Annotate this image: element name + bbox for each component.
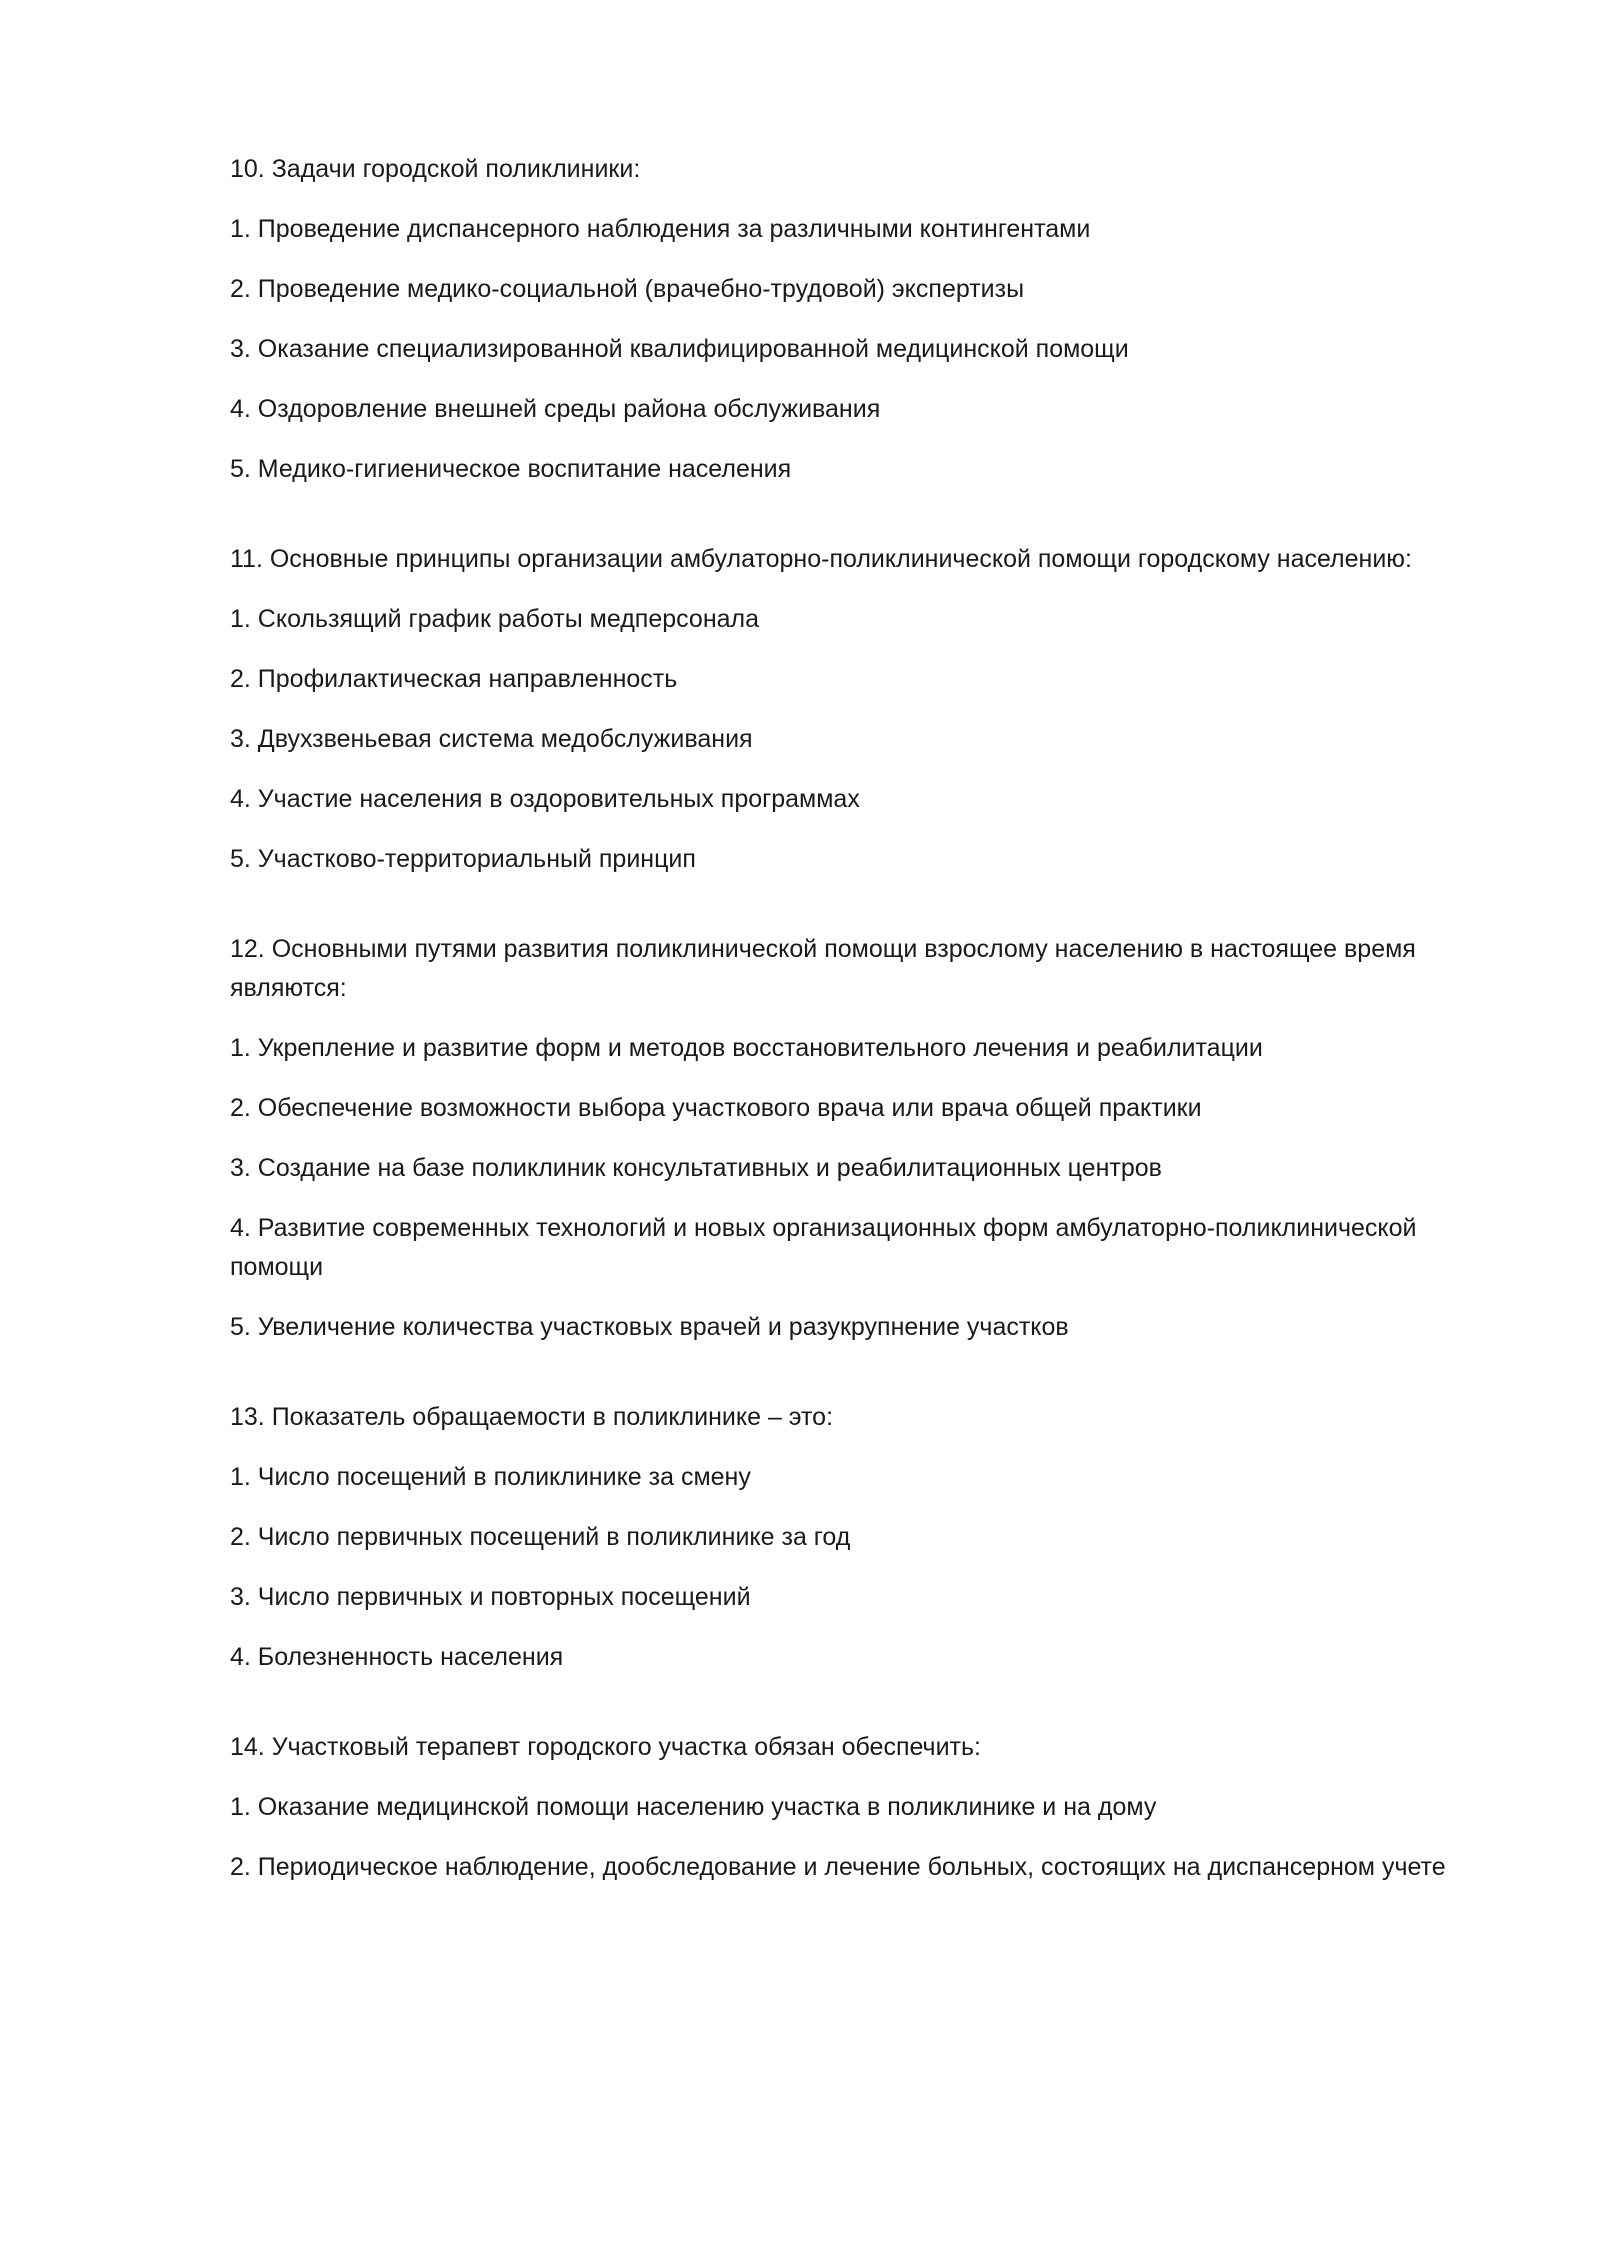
answer-option: 1. Проведение диспансерного наблюдения за различными контингентами: [230, 215, 1091, 243]
question-text: 11. Основные принципы организации амбулаторно-поликлинической помощи городскому населению:: [230, 545, 1413, 573]
answer-option: 3. Число первичных и повторных посещений: [230, 1583, 751, 1611]
answer-option: 5. Увеличение количества участковых врачей и разукрупнение участков: [230, 1313, 1069, 1341]
question-block-13: [230, 1398, 1480, 1677]
answer-option: 1. Скользящий график работы медперсонала: [230, 605, 760, 633]
answer-option: 4. Болезненность населения: [230, 1643, 564, 1671]
answer-option: 5. Участково-территориальный принцип: [230, 845, 696, 873]
answer-option: 4. Участие населения в оздоровительных программах: [230, 785, 860, 813]
answer-option: 2. Периодическое наблюдение, дообследование и лечение больных, состоящих на диспансерном учете: [230, 1853, 1446, 1881]
answer-option: 2. Число первичных посещений в поликлинике за год: [230, 1523, 851, 1551]
question-block-12: [230, 930, 1480, 1347]
question-block-11: [230, 540, 1480, 879]
answer-option: 3. Двухзвеньевая система медобслуживания: [230, 725, 753, 753]
answer-option: 1. Укрепление и развитие форм и методов восстановительного лечения и реабилитации: [230, 1034, 1263, 1062]
answer-option: 2. Проведение медико-социальной (врачебно-трудовой) экспертизы: [230, 275, 1025, 303]
question-block-10: [230, 150, 1480, 489]
answer-option: 1. Оказание медицинской помощи населению участка в поликлинике и на дому: [230, 1793, 1157, 1821]
answer-option: 1. Число посещений в поликлинике за смену: [230, 1463, 751, 1491]
answer-option: 3. Оказание специализированной квалифицированной медицинской помощи: [230, 335, 1129, 363]
answer-option: 2. Обеспечение возможности выбора участкового врача или врача общей практики: [230, 1094, 1202, 1122]
answer-option: 4. Развитие современных технологий и новых организационных форм амбулаторно-поликлинической помощи: [230, 1214, 1417, 1281]
answer-option: 3. Создание на базе поликлиник консультативных и реабилитационных центров: [230, 1154, 1162, 1182]
question-text: 12. Основными путями развития поликлинической помощи взрослому населению в настоящее время являются:: [230, 935, 1416, 1002]
question-text: 14. Участковый терапевт городского участка обязан обеспечить:: [230, 1733, 981, 1761]
document-content: [230, 150, 1480, 1938]
question-block-14: [230, 1728, 1480, 1887]
answer-option: 2. Профилактическая направленность: [230, 665, 678, 693]
question-text: 10. Задачи городской поликлиники:: [230, 155, 641, 183]
question-text: 13. Показатель обращаемости в поликлинике – это:: [230, 1403, 834, 1431]
answer-option: 4. Оздоровление внешней среды района обслуживания: [230, 395, 881, 423]
answer-option: 5. Медико-гигиеническое воспитание населения: [230, 455, 792, 483]
